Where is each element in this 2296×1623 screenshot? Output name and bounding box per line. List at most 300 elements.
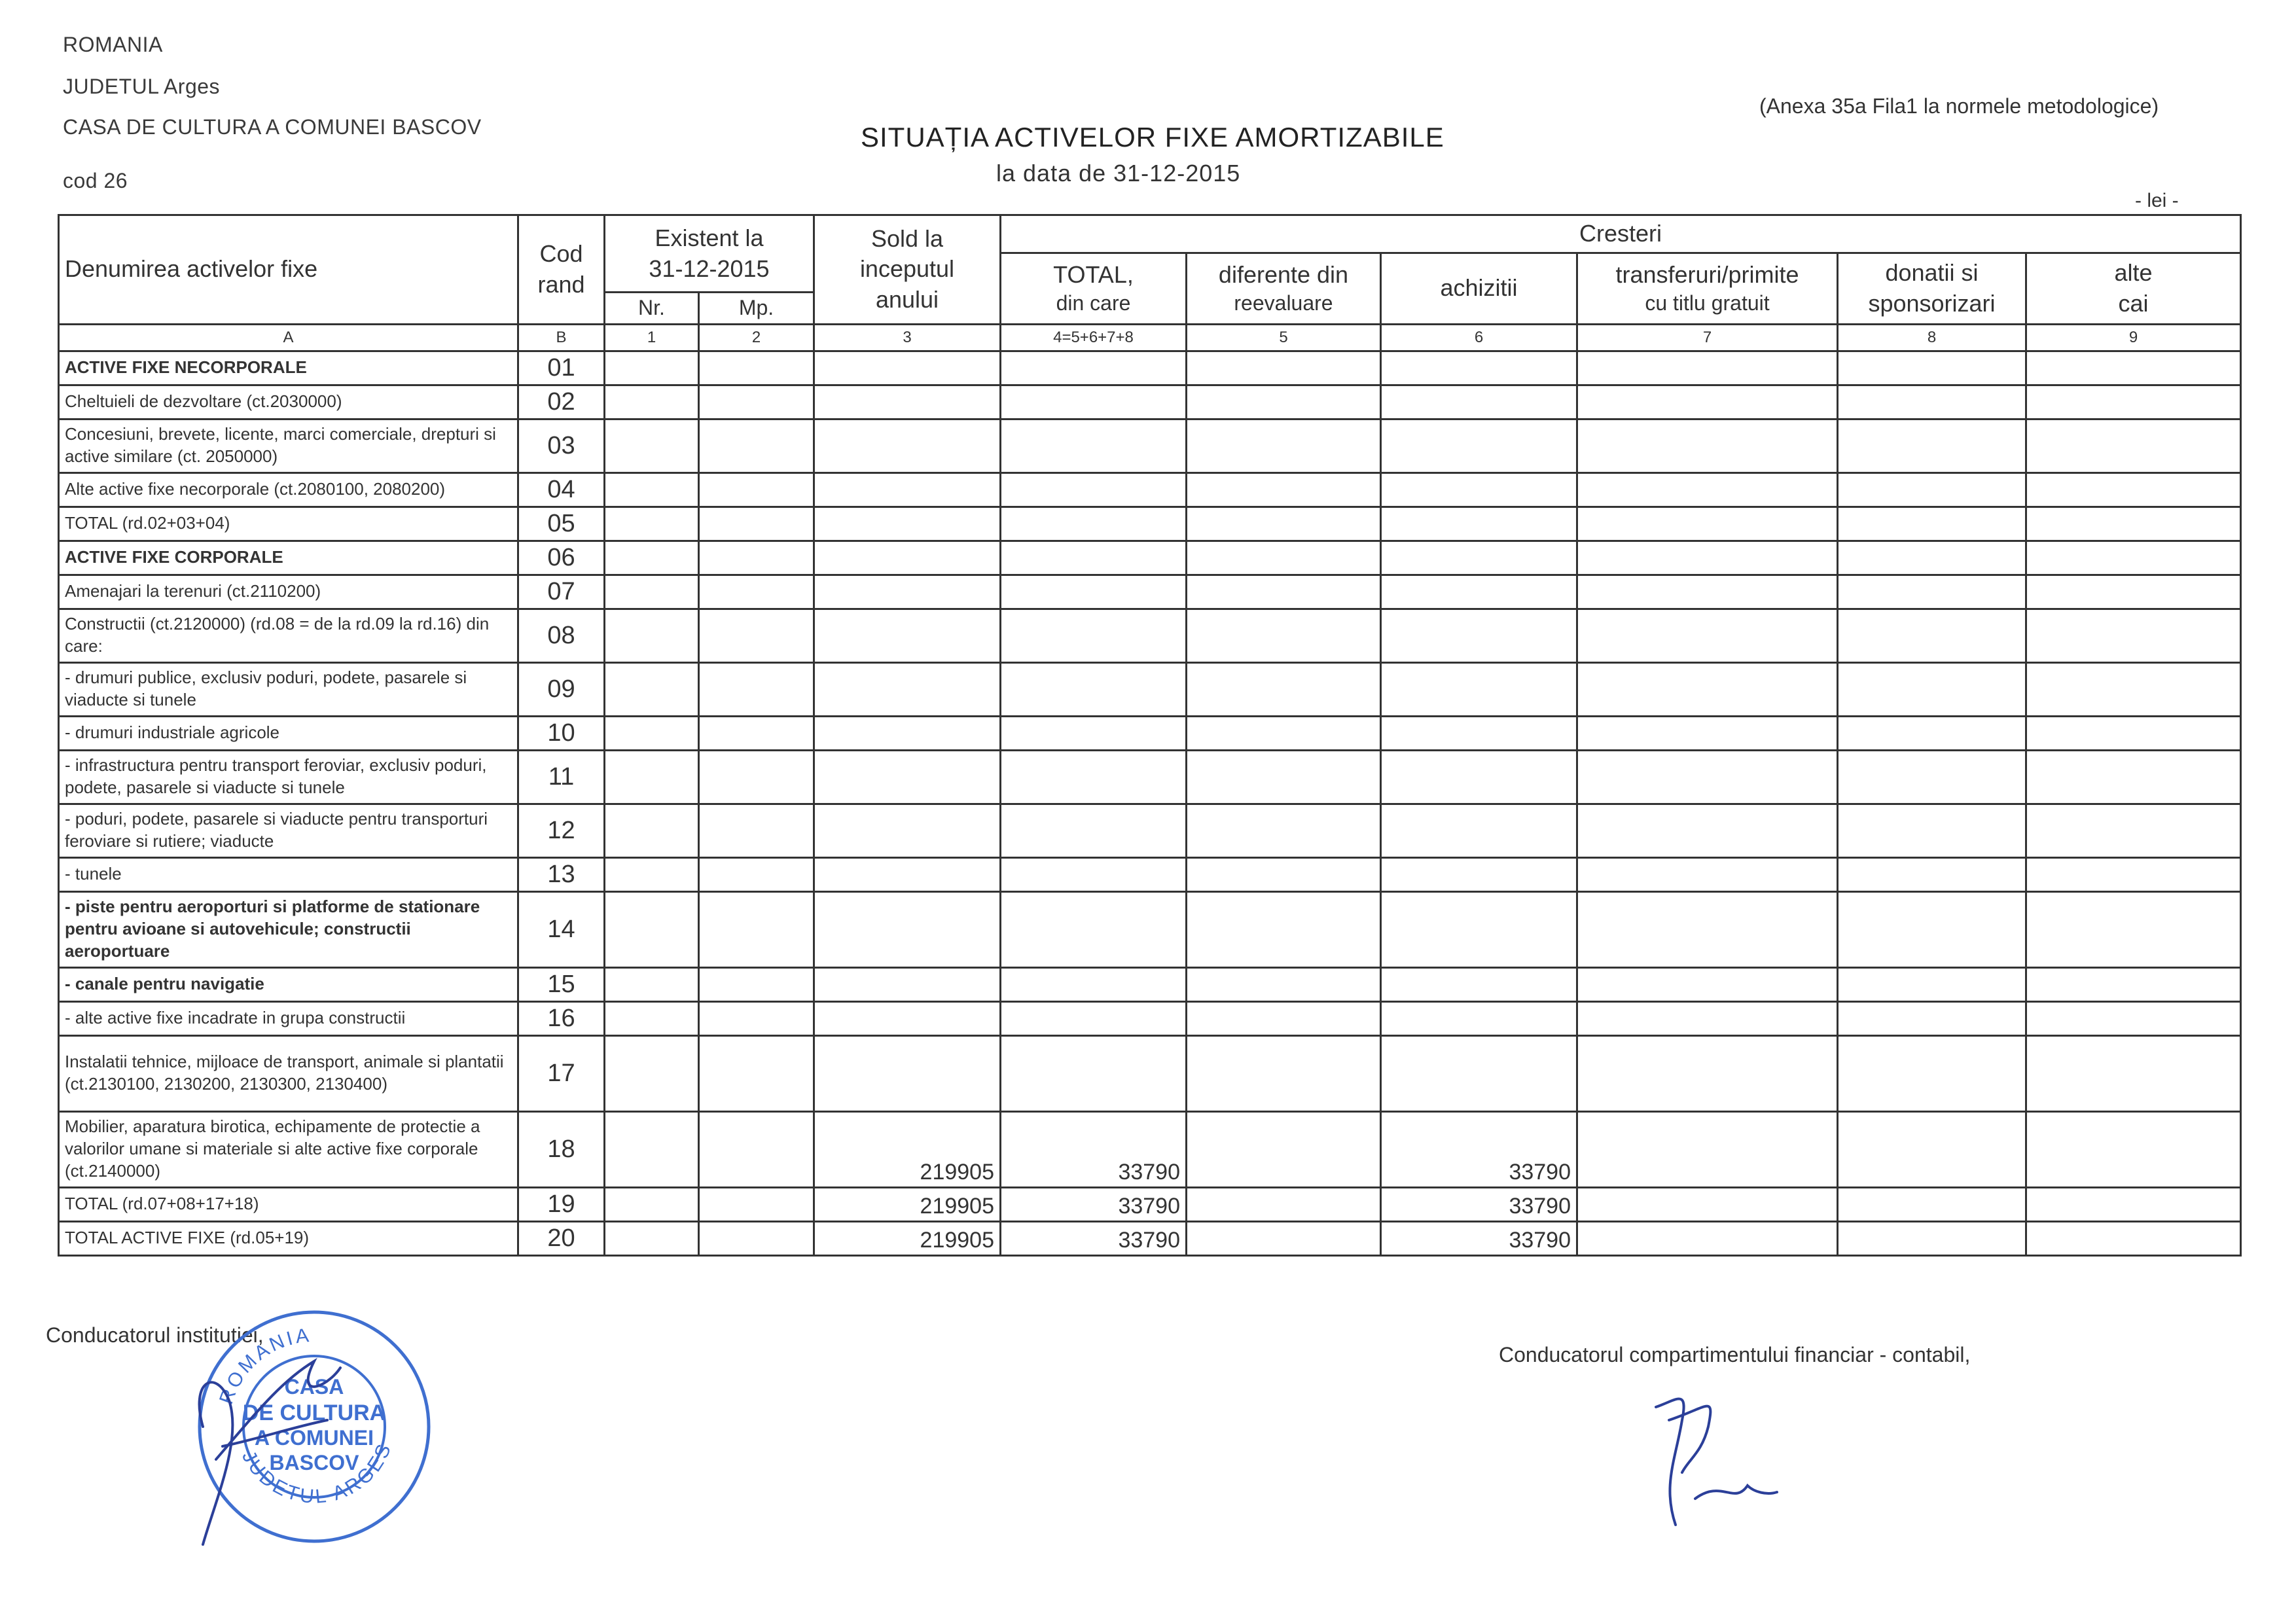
opening-balance-cell: 219905 xyxy=(814,1187,1001,1221)
opening-balance-cell xyxy=(814,857,1001,891)
other-cell xyxy=(2026,541,2241,575)
donations-cell xyxy=(1838,419,2026,473)
asset-name-cell: - alte active fixe incadrate in grupa constructii xyxy=(59,1001,518,1035)
asset-name-cell: Amenajari la terenuri (ct.2110200) xyxy=(59,575,518,609)
acquisitions-cell xyxy=(1381,473,1577,507)
opening-balance-cell xyxy=(814,716,1001,750)
transfers-cell xyxy=(1577,1111,1838,1187)
transfers-cell xyxy=(1577,1035,1838,1111)
donations-cell xyxy=(1838,716,2026,750)
header-existing-mp: Mp. xyxy=(699,293,814,325)
header-reval-line1: diferente din xyxy=(1218,260,1349,288)
table-row xyxy=(59,857,2241,891)
column-labels-row xyxy=(59,324,2241,351)
table-row xyxy=(59,1035,2241,1111)
stamp-bottom-text: JUDETUL ARGES xyxy=(237,1438,397,1508)
existing-mp-cell xyxy=(699,662,814,716)
total-increase-cell xyxy=(1001,891,1187,967)
header-total-col xyxy=(1001,253,1187,325)
transfers-cell xyxy=(1577,857,1838,891)
existing-nr-cell xyxy=(605,419,699,473)
other-cell xyxy=(2026,419,2241,473)
row-code-cell: 03 xyxy=(518,419,605,473)
asset-name-cell: - tunele xyxy=(59,857,518,891)
total-increase-cell xyxy=(1001,1001,1187,1035)
transfers-cell xyxy=(1577,473,1838,507)
col-label: 1 xyxy=(605,324,699,351)
table-row xyxy=(59,541,2241,575)
revaluation-cell xyxy=(1187,1187,1381,1221)
col-label: A xyxy=(59,324,518,351)
revaluation-cell xyxy=(1187,1111,1381,1187)
existing-mp-cell xyxy=(699,541,814,575)
acquisitions-cell xyxy=(1381,609,1577,662)
donations-cell xyxy=(1838,473,2026,507)
revaluation-cell xyxy=(1187,473,1381,507)
transfers-cell xyxy=(1577,662,1838,716)
existing-nr-cell xyxy=(605,1111,699,1187)
existing-mp-cell xyxy=(699,804,814,857)
existing-nr-cell xyxy=(605,1221,699,1255)
existing-nr-cell xyxy=(605,967,699,1001)
page-title: SITUAȚIA ACTIVELOR FIXE AMORTIZABILE xyxy=(861,122,1444,152)
header-total-line1: TOTAL, xyxy=(1053,260,1134,288)
opening-balance-cell xyxy=(814,609,1001,662)
asset-name-cell: - drumuri industriale agricole xyxy=(59,716,518,750)
header-transfers-line1: transferuri/primite xyxy=(1615,260,1799,288)
opening-balance-cell xyxy=(814,1035,1001,1111)
revaluation-cell xyxy=(1187,804,1381,857)
acquisitions-cell: 33790 xyxy=(1381,1221,1577,1255)
revaluation-cell xyxy=(1187,1035,1381,1111)
opening-balance-cell xyxy=(814,662,1001,716)
total-increase-cell xyxy=(1001,575,1187,609)
revaluation-cell xyxy=(1187,609,1381,662)
existing-mp-cell xyxy=(699,1187,814,1221)
existing-nr-cell xyxy=(605,857,699,891)
other-cell xyxy=(2026,1111,2241,1187)
stamp-top-text: ROMANIA xyxy=(215,1324,313,1407)
financial-head-label: Conducatorul compartimentului financiar - contabil, xyxy=(1499,1343,1971,1366)
donations-cell xyxy=(1838,1221,2026,1255)
revaluation-cell xyxy=(1187,575,1381,609)
row-code-cell: 04 xyxy=(518,473,605,507)
opening-balance-cell: 219905 xyxy=(814,1111,1001,1187)
header-acquisitions-col: achizitii xyxy=(1381,253,1577,325)
existing-mp-cell xyxy=(699,473,814,507)
transfers-cell xyxy=(1577,750,1838,804)
asset-name-cell: TOTAL (rd.02+03+04) xyxy=(59,507,518,541)
opening-balance-cell xyxy=(814,967,1001,1001)
existing-nr-cell xyxy=(605,609,699,662)
donations-cell xyxy=(1838,857,2026,891)
other-cell xyxy=(2026,891,2241,967)
acquisitions-cell xyxy=(1381,891,1577,967)
header-asset-name: Denumirea activelor fixe xyxy=(59,215,518,325)
acquisitions-cell xyxy=(1381,857,1577,891)
donations-cell xyxy=(1838,662,2026,716)
donations-cell xyxy=(1838,609,2026,662)
acquisitions-cell xyxy=(1381,419,1577,473)
existing-mp-cell xyxy=(699,750,814,804)
transfers-cell xyxy=(1577,385,1838,419)
table-row xyxy=(59,967,2241,1001)
existing-nr-cell xyxy=(605,473,699,507)
asset-name-cell: TOTAL ACTIVE FIXE (rd.05+19) xyxy=(59,1221,518,1255)
revaluation-cell xyxy=(1187,351,1381,385)
transfers-cell xyxy=(1577,507,1838,541)
revaluation-cell xyxy=(1187,857,1381,891)
asset-name-cell: ACTIVE FIXE CORPORALE xyxy=(59,541,518,575)
opening-balance-cell xyxy=(814,507,1001,541)
existing-mp-cell xyxy=(699,1111,814,1187)
currency-label: - lei - xyxy=(2135,190,2179,211)
other-cell xyxy=(2026,1001,2241,1035)
total-increase-cell xyxy=(1001,419,1187,473)
other-cell xyxy=(2026,1221,2241,1255)
header-increases: Cresteri xyxy=(1001,215,2241,253)
header-existing xyxy=(605,215,814,293)
other-cell xyxy=(2026,1035,2241,1111)
opening-balance-cell xyxy=(814,1001,1001,1035)
table-row xyxy=(59,1001,2241,1035)
opening-balance-cell xyxy=(814,804,1001,857)
acquisitions-cell xyxy=(1381,804,1577,857)
stamp-line2: DE CULTURA xyxy=(242,1400,386,1425)
acquisitions-cell xyxy=(1381,385,1577,419)
header-transfers-col xyxy=(1577,253,1838,325)
table-row xyxy=(59,1187,2241,1221)
row-code-cell: 11 xyxy=(518,750,605,804)
existing-mp-cell xyxy=(699,891,814,967)
row-code-cell: 15 xyxy=(518,967,605,1001)
asset-name-cell: - piste pentru aeroporturi si platforme de stationare pentru avioane si autovehicule; constructii aeroportuare xyxy=(59,891,518,967)
header-revaluation-col xyxy=(1187,253,1381,325)
row-code-cell: 09 xyxy=(518,662,605,716)
existing-mp-cell xyxy=(699,1221,814,1255)
transfers-cell xyxy=(1577,351,1838,385)
asset-name-cell: Mobilier, aparatura birotica, echipamente de protectie a valorilor umane si materiale si alte active fixe corporale (ct.2140000) xyxy=(59,1111,518,1187)
stamp-line4: BASCOV xyxy=(269,1451,359,1474)
header-transfers-line2: cu titlu gratuit xyxy=(1645,291,1770,315)
row-code-cell: 07 xyxy=(518,575,605,609)
total-increase-cell xyxy=(1001,967,1187,1001)
col-label: 7 xyxy=(1577,324,1838,351)
fixed-assets-table xyxy=(58,214,2240,1257)
table-row xyxy=(59,662,2241,716)
existing-nr-cell xyxy=(605,716,699,750)
donations-cell xyxy=(1838,1035,2026,1111)
header-existing-line2: 31-12-2015 xyxy=(649,255,770,282)
existing-mp-cell xyxy=(699,609,814,662)
header-existing-nr: Nr. xyxy=(605,293,699,325)
col-label: 3 xyxy=(814,324,1001,351)
institution-head-label: Conducatorul institutiei, xyxy=(46,1323,264,1347)
revaluation-cell xyxy=(1187,967,1381,1001)
table-row xyxy=(59,1111,2241,1187)
asset-name-cell: - poduri, podete, pasarele si viaducte pentru transporturi feroviare si rutiere; viaducte xyxy=(59,804,518,857)
donations-cell xyxy=(1838,1001,2026,1035)
acquisitions-cell xyxy=(1381,1035,1577,1111)
donations-cell xyxy=(1838,891,2026,967)
existing-nr-cell xyxy=(605,750,699,804)
existing-nr-cell xyxy=(605,1035,699,1111)
header-existing-line1: Existent la xyxy=(655,224,764,251)
transfers-cell xyxy=(1577,541,1838,575)
stamp-line1: CASA xyxy=(284,1375,344,1399)
existing-nr-cell xyxy=(605,507,699,541)
col-label: 8 xyxy=(1838,324,2026,351)
existing-mp-cell xyxy=(699,1001,814,1035)
donations-cell xyxy=(1838,507,2026,541)
opening-balance-cell xyxy=(814,750,1001,804)
acquisitions-cell xyxy=(1381,1001,1577,1035)
existing-nr-cell xyxy=(605,1187,699,1221)
other-cell xyxy=(2026,351,2241,385)
existing-nr-cell xyxy=(605,385,699,419)
header-opening-line3: anului xyxy=(875,286,939,313)
table-row xyxy=(59,351,2241,385)
acquisitions-cell xyxy=(1381,575,1577,609)
asset-name-cell: - canale pentru navigatie xyxy=(59,967,518,1001)
header-donations-col xyxy=(1838,253,2026,325)
row-code-cell: 14 xyxy=(518,891,605,967)
other-cell xyxy=(2026,716,2241,750)
existing-nr-cell xyxy=(605,575,699,609)
donations-cell xyxy=(1838,1111,2026,1187)
header-other-line1: alte xyxy=(2114,259,2153,286)
other-cell xyxy=(2026,1187,2241,1221)
acquisitions-cell xyxy=(1381,541,1577,575)
donations-cell xyxy=(1838,541,2026,575)
existing-mp-cell xyxy=(699,967,814,1001)
col-label: 2 xyxy=(699,324,814,351)
header-donations-line1: donatii si xyxy=(1885,259,1979,286)
row-code-cell: 17 xyxy=(518,1035,605,1111)
asset-name-cell: Constructii (ct.2120000) (rd.08 = de la rd.09 la rd.16) din care: xyxy=(59,609,518,662)
total-increase-cell: 33790 xyxy=(1001,1111,1187,1187)
header-other-col xyxy=(2026,253,2241,325)
revaluation-cell xyxy=(1187,716,1381,750)
asset-name-cell: Cheltuieli de dezvoltare (ct.2030000) xyxy=(59,385,518,419)
existing-nr-cell xyxy=(605,804,699,857)
table-row xyxy=(59,473,2241,507)
existing-mp-cell xyxy=(699,1035,814,1111)
other-cell xyxy=(2026,662,2241,716)
row-code-cell: 06 xyxy=(518,541,605,575)
total-increase-cell xyxy=(1001,1035,1187,1111)
row-code-cell: 01 xyxy=(518,351,605,385)
existing-nr-cell xyxy=(605,351,699,385)
revaluation-cell xyxy=(1187,541,1381,575)
other-cell xyxy=(2026,507,2241,541)
total-increase-cell xyxy=(1001,750,1187,804)
existing-mp-cell xyxy=(699,857,814,891)
table-row xyxy=(59,1221,2241,1255)
row-code-cell: 18 xyxy=(518,1111,605,1187)
director-signature xyxy=(177,1329,386,1564)
table-row xyxy=(59,891,2241,967)
revaluation-cell xyxy=(1187,891,1381,967)
opening-balance-cell xyxy=(814,891,1001,967)
revaluation-cell xyxy=(1187,507,1381,541)
transfers-cell xyxy=(1577,967,1838,1001)
total-increase-cell xyxy=(1001,351,1187,385)
county-label: JUDETUL Arges xyxy=(63,75,221,98)
donations-cell xyxy=(1838,967,2026,1001)
col-label: 4=5+6+7+8 xyxy=(1001,324,1187,351)
opening-balance-cell xyxy=(814,575,1001,609)
other-cell xyxy=(2026,575,2241,609)
donations-cell xyxy=(1838,575,2026,609)
acquisitions-cell: 33790 xyxy=(1381,1187,1577,1221)
other-cell xyxy=(2026,473,2241,507)
transfers-cell xyxy=(1577,716,1838,750)
asset-name-cell: Alte active fixe necorporale (ct.2080100, 2080200) xyxy=(59,473,518,507)
total-increase-cell xyxy=(1001,473,1187,507)
opening-balance-cell xyxy=(814,351,1001,385)
asset-name-cell: Instalatii tehnice, mijloace de transport, animale si plantatii (ct.2130100, 2130200, 2130300, 2130400) xyxy=(59,1035,518,1111)
existing-nr-cell xyxy=(605,541,699,575)
stamp-line3: A COMUNEI xyxy=(255,1426,374,1450)
total-increase-cell xyxy=(1001,804,1187,857)
acquisitions-cell xyxy=(1381,716,1577,750)
table-row xyxy=(59,385,2241,419)
existing-nr-cell xyxy=(605,891,699,967)
acquisitions-cell xyxy=(1381,967,1577,1001)
row-code-cell: 16 xyxy=(518,1001,605,1035)
acquisitions-cell xyxy=(1381,662,1577,716)
table-row xyxy=(59,507,2241,541)
table-row xyxy=(59,716,2241,750)
other-cell xyxy=(2026,857,2241,891)
row-code-cell: 19 xyxy=(518,1187,605,1221)
donations-cell xyxy=(1838,804,2026,857)
acquisitions-cell xyxy=(1381,507,1577,541)
donations-cell xyxy=(1838,1187,2026,1221)
revaluation-cell xyxy=(1187,662,1381,716)
donations-cell xyxy=(1838,351,2026,385)
header-opening-balance xyxy=(814,215,1001,325)
header-reval-line2: reevaluare xyxy=(1234,291,1333,315)
total-increase-cell xyxy=(1001,857,1187,891)
total-increase-cell: 33790 xyxy=(1001,1187,1187,1221)
row-code-cell: 05 xyxy=(518,507,605,541)
institution-code: cod 26 xyxy=(63,169,128,192)
asset-name-cell: Concesiuni, brevete, licente, marci comerciale, drepturi si active similare (ct. 2050000) xyxy=(59,419,518,473)
header-code-line1: Cod xyxy=(539,240,583,267)
col-label: B xyxy=(518,324,605,351)
opening-balance-cell xyxy=(814,473,1001,507)
row-code-cell: 02 xyxy=(518,385,605,419)
opening-balance-cell xyxy=(814,541,1001,575)
table-row xyxy=(59,575,2241,609)
country-label: ROMANIA xyxy=(63,33,163,56)
other-cell xyxy=(2026,609,2241,662)
revaluation-cell xyxy=(1187,385,1381,419)
annex-note: (Anexa 35a Fila1 la normele metodologice) xyxy=(1759,94,2159,118)
revaluation-cell xyxy=(1187,750,1381,804)
table-row xyxy=(59,750,2241,804)
asset-name-cell: TOTAL (rd.07+08+17+18) xyxy=(59,1187,518,1221)
header-code-line2: rand xyxy=(537,270,585,298)
existing-nr-cell xyxy=(605,662,699,716)
donations-cell xyxy=(1838,750,2026,804)
revaluation-cell xyxy=(1187,1001,1381,1035)
total-increase-cell xyxy=(1001,609,1187,662)
asset-name-cell: ACTIVE FIXE NECORPORALE xyxy=(59,351,518,385)
asset-name-cell: - drumuri publice, exclusiv poduri, podete, pasarele si viaducte si tunele xyxy=(59,662,518,716)
other-cell xyxy=(2026,967,2241,1001)
header-opening-line1: Sold la xyxy=(870,224,944,252)
acquisitions-cell xyxy=(1381,351,1577,385)
header-other-line2: cai xyxy=(2118,289,2149,317)
opening-balance-cell xyxy=(814,385,1001,419)
transfers-cell xyxy=(1577,1187,1838,1221)
acquisitions-cell xyxy=(1381,750,1577,804)
existing-mp-cell xyxy=(699,507,814,541)
existing-mp-cell xyxy=(699,351,814,385)
transfers-cell xyxy=(1577,1221,1838,1255)
total-increase-cell xyxy=(1001,662,1187,716)
donations-cell xyxy=(1838,385,2026,419)
revaluation-cell xyxy=(1187,1221,1381,1255)
header-donations-line2: sponsorizari xyxy=(1868,289,1996,317)
row-code-cell: 10 xyxy=(518,716,605,750)
other-cell xyxy=(2026,750,2241,804)
transfers-cell xyxy=(1577,419,1838,473)
revaluation-cell xyxy=(1187,419,1381,473)
existing-mp-cell xyxy=(699,385,814,419)
accountant-signature xyxy=(1636,1381,1806,1538)
transfers-cell xyxy=(1577,804,1838,857)
header-opening-line2: inceputul xyxy=(859,255,955,283)
col-label: 6 xyxy=(1381,324,1577,351)
row-code-cell: 08 xyxy=(518,609,605,662)
acquisitions-cell: 33790 xyxy=(1381,1111,1577,1187)
col-label: 5 xyxy=(1187,324,1381,351)
table-row xyxy=(59,419,2241,473)
transfers-cell xyxy=(1577,575,1838,609)
transfers-cell xyxy=(1577,609,1838,662)
table-row xyxy=(59,804,2241,857)
page-subtitle: la data de 31-12-2015 xyxy=(996,160,1241,187)
transfers-cell xyxy=(1577,891,1838,967)
table-row xyxy=(59,609,2241,662)
total-increase-cell xyxy=(1001,507,1187,541)
header-total-line2: din care xyxy=(1056,291,1131,315)
existing-mp-cell xyxy=(699,419,814,473)
asset-name-cell: - infrastructura pentru transport feroviar, exclusiv poduri, podete, pasarele si viaducte si tunele xyxy=(59,750,518,804)
col-label: 9 xyxy=(2026,324,2241,351)
total-increase-cell xyxy=(1001,541,1187,575)
opening-balance-cell xyxy=(814,419,1001,473)
existing-mp-cell xyxy=(699,575,814,609)
row-code-cell: 20 xyxy=(518,1221,605,1255)
existing-mp-cell xyxy=(699,716,814,750)
row-code-cell: 13 xyxy=(518,857,605,891)
other-cell xyxy=(2026,804,2241,857)
other-cell xyxy=(2026,385,2241,419)
existing-nr-cell xyxy=(605,1001,699,1035)
header-row-code xyxy=(518,215,605,325)
total-increase-cell xyxy=(1001,385,1187,419)
transfers-cell xyxy=(1577,1001,1838,1035)
total-increase-cell xyxy=(1001,716,1187,750)
row-code-cell: 12 xyxy=(518,804,605,857)
institution-name: CASA DE CULTURA A COMUNEI BASCOV xyxy=(63,115,482,139)
opening-balance-cell: 219905 xyxy=(814,1221,1001,1255)
